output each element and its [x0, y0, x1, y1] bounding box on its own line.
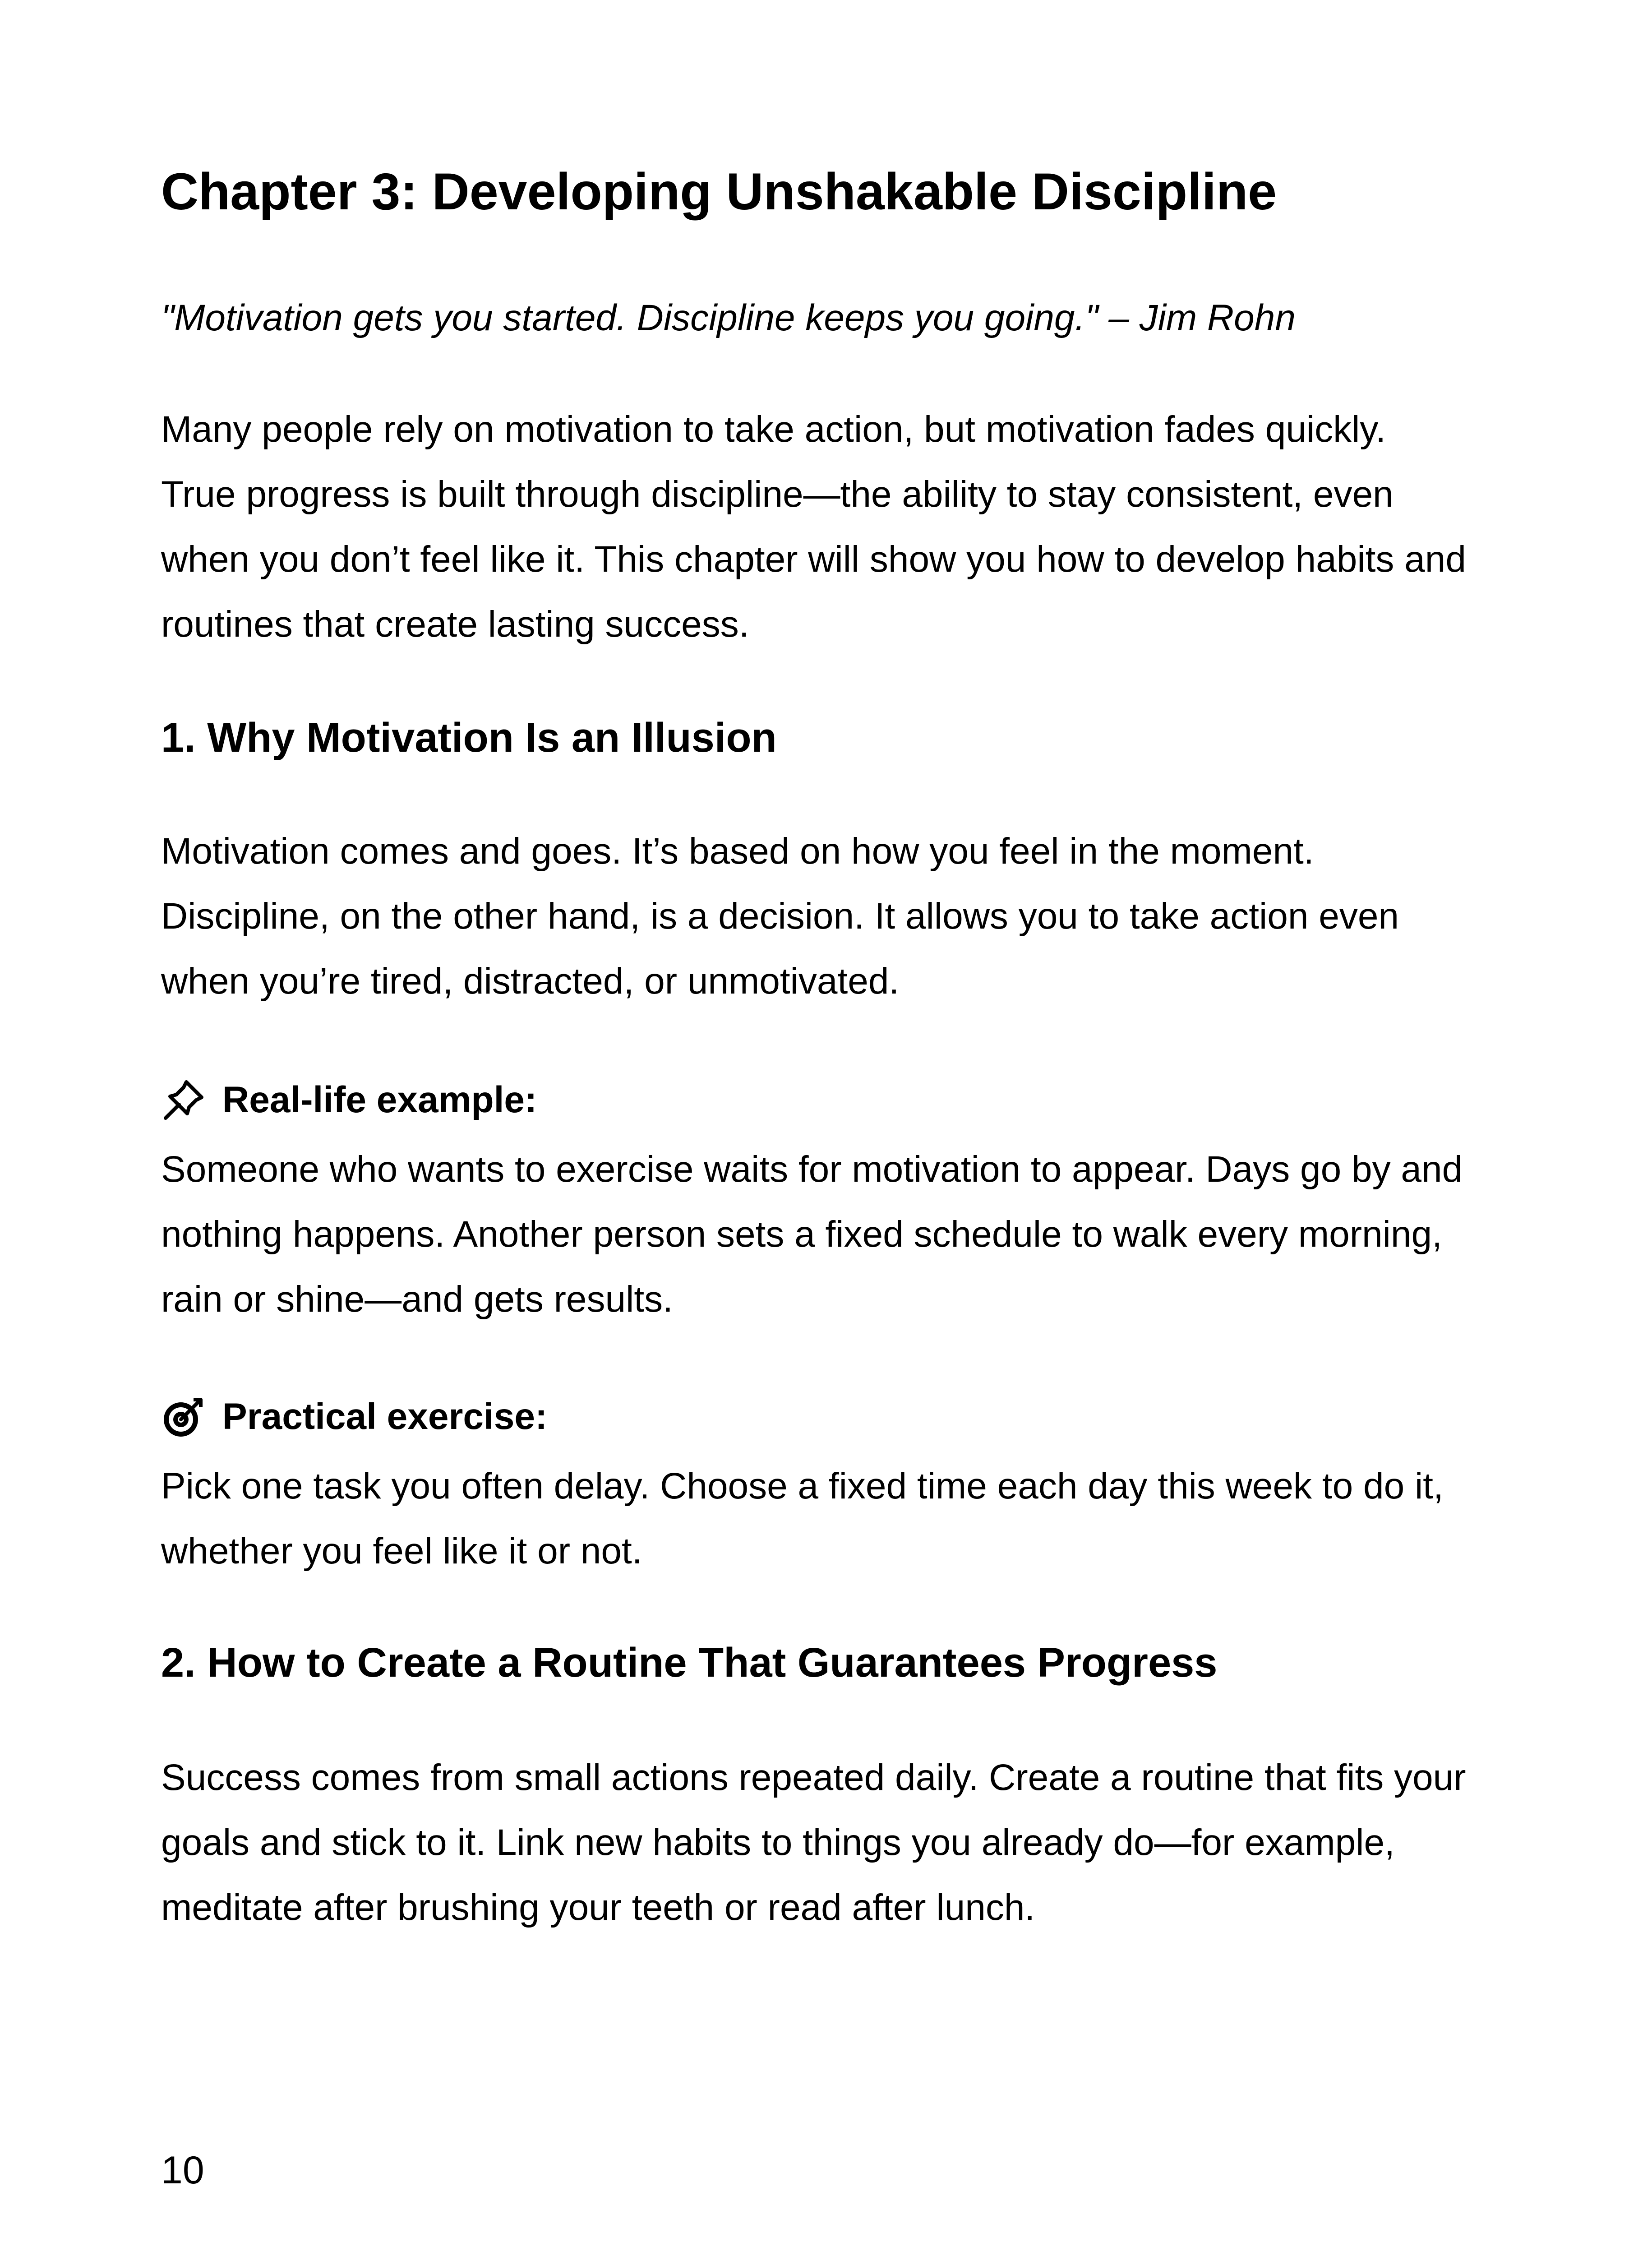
- real-life-example-paragraph: [161, 1137, 1463, 1332]
- section-2-paragraph: [161, 1745, 1466, 1940]
- intro-line: routines that create lasting success.: [161, 604, 749, 645]
- example-line: Someone who wants to exercise waits for motivation to appear. Days go by and: [161, 1149, 1463, 1190]
- intro-line: Many people rely on motivation to take action, but motivation fades quickly.: [161, 409, 1386, 450]
- intro-line: when you don’t feel like it. This chapter will show you how to develop habits and: [161, 539, 1466, 580]
- section-2-heading: 2. How to Create a Routine That Guarantees Progress: [161, 1640, 1218, 1686]
- section-2-line: meditate after brushing your teeth or read after lunch.: [161, 1887, 1035, 1928]
- chapter-quote: "Motivation gets you started. Discipline keeps you going." – Jim Rohn: [161, 297, 1296, 338]
- example-line: rain or shine—and gets results.: [161, 1279, 673, 1320]
- section-1-line: when you’re tired, distracted, or unmotivated.: [161, 961, 900, 1002]
- target-icon: [161, 1394, 206, 1439]
- intro-paragraph: [161, 397, 1466, 657]
- real-life-example-label: [161, 1077, 537, 1123]
- chapter-title: Chapter 3: Developing Unshakable Discipline: [161, 163, 1277, 221]
- section-1-line: Motivation comes and goes. It’s based on how you feel in the moment.: [161, 831, 1314, 872]
- real-life-example-text: Real-life example:: [222, 1079, 537, 1120]
- section-1-paragraph: [161, 819, 1399, 1014]
- exercise-line: whether you feel like it or not.: [161, 1530, 642, 1572]
- practical-exercise-label: [161, 1394, 547, 1439]
- section-1-heading: 1. Why Motivation Is an Illusion: [161, 715, 777, 761]
- section-1-line: Discipline, on the other hand, is a decision. It allows you to take action even: [161, 896, 1399, 937]
- section-2-line: Success comes from small actions repeated daily. Create a routine that fits your: [161, 1757, 1466, 1798]
- section-2-line: goals and stick to it. Link new habits to things you already do—for example,: [161, 1822, 1395, 1863]
- page-number: 10: [161, 2149, 204, 2192]
- example-line: nothing happens. Another person sets a fixed schedule to walk every morning,: [161, 1214, 1442, 1255]
- pushpin-icon: [161, 1077, 206, 1123]
- exercise-line: Pick one task you often delay. Choose a fixed time each day this week to do it,: [161, 1465, 1444, 1507]
- practical-exercise-text: Practical exercise:: [222, 1396, 548, 1437]
- intro-line: True progress is built through discipline—the ability to stay consistent, even: [161, 474, 1394, 515]
- practical-exercise-paragraph: [161, 1454, 1444, 1584]
